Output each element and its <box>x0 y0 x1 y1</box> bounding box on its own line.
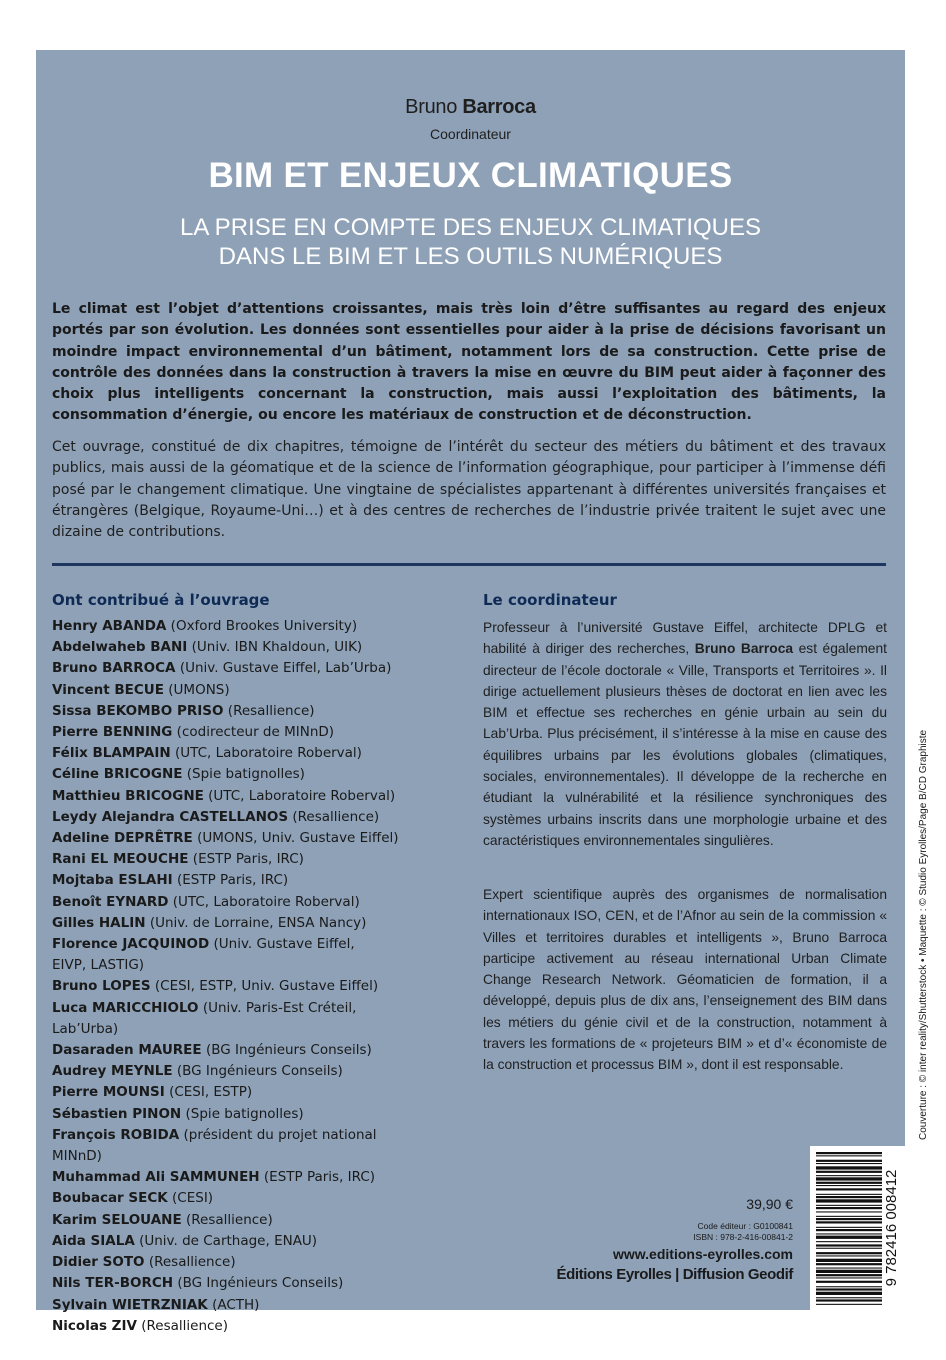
coordinator-bio-text-b: est également directeur de l’école doctorale « Ville, Transports et Territoires ». Il dirige actuellement plusieurs thèses de doctorat en lien avec les BIM et effectue ses recherches en génie urbain au sein du Lab’Urba. Plus précisément, il s’intéresse à la mise en cause des équilibres urbains par les évolutions globales (climatiques, sociales, environnementales). Il développe de la recherche en étudiant la vulnérabilité et la résilience synchroniques des systèmes urbains inscrits dans une morphologie urbaine et des caractéristiques environnementales singulières. <box>483 641 887 848</box>
contributor-affiliation: (UTC, Laboratoire Roberval) <box>175 745 362 762</box>
contributor-item <box>52 807 472 828</box>
barcode-bar <box>816 1236 882 1239</box>
contributor-item <box>52 1273 472 1294</box>
barcode-bar <box>816 1166 882 1169</box>
contributor-affiliation: (ESTP Paris, IRC) <box>263 1169 376 1186</box>
contributor-name: Luca MARICCHIOLO <box>52 999 199 1016</box>
barcode-bar <box>816 1194 882 1195</box>
contributor-item <box>52 1082 472 1103</box>
barcode-bar <box>816 1227 882 1228</box>
barcode-bar <box>816 1221 882 1223</box>
contributor-name: Gilles HALIN <box>52 914 146 931</box>
contributor-affiliation: (Resallience) <box>292 808 380 825</box>
book-subtitle <box>36 213 905 271</box>
contributor-affiliation: (Univ. Gustave Eiffel, EIVP, LASTIG) <box>52 936 355 974</box>
barcode-bar <box>816 1244 882 1246</box>
contributor-name: Rani EL MEOUCHE <box>52 851 189 868</box>
contributor-name: Pierre BENNING <box>52 724 173 741</box>
coordinator-bio-paragraph-2: Expert scientifique auprès des organismes de normalisation internationaux ISO, CEN, et de l’Afnor au sein de la commission « Villes et territoires durables et intelligents », Bruno Barroca participe activement au réseau international Urban Climate Change Research Network. Géomaticien de formation, il a développé, depuis plus de dix ans, l’enseignement des BIM dans les métiers du génie civil et de la construction, notamment à travers les formations de « projeteurs BIM » et d’« économiste de la construction et processus BIM », dont il est responsable. <box>483 887 887 1073</box>
contributor-affiliation: (Resallience) <box>148 1254 236 1271</box>
barcode-bar <box>816 1292 882 1295</box>
barcode-bar <box>816 1281 882 1283</box>
description-paragraph: Cet ouvrage, constitué de dix chapitres, témoigne de l’intérêt du secteur des métiers du bâtiment et des travaux publics, mais aussi de la géomatique et de la science de l’information géographique, pour participer à l’immense défi posé par le changement climatique. Une vingtaine de spécialistes appartenant à différentes universités françaises et étrangères (Belgique, Royaume-Uni…) et à des centres de recherches de l’industrie privée traitent le sujet avec une dizaine de contributions. <box>52 439 886 541</box>
barcode-bar <box>816 1241 882 1242</box>
contributor-name: Sébastien PINON <box>52 1105 182 1122</box>
contributor-affiliation: (BG Ingénieurs Conseils) <box>205 1042 372 1059</box>
contributor-affiliation: (ESTP Paris, IRC) <box>177 872 289 889</box>
contributor-name: Audrey MEYNLE <box>52 1063 173 1080</box>
contributor-affiliation: (Oxford Brookes University) <box>170 618 358 634</box>
contributor-item <box>52 637 472 658</box>
barcode-bar <box>816 1233 882 1234</box>
contributor-item <box>52 998 382 1040</box>
contributor-name: Dasaraden MAUREE <box>52 1042 202 1059</box>
contributor-affiliation: (Resallience) <box>227 702 315 719</box>
contributor-item <box>52 1231 472 1252</box>
contributor-name: François ROBIDA <box>52 1126 180 1143</box>
barcode-bar <box>816 1277 882 1278</box>
contributor-name: Félix BLAMPAIN <box>52 745 171 762</box>
contributor-name: Sylvain WIETRZNIAK <box>52 1296 208 1313</box>
contributor-name: Nicolas ZIV <box>52 1317 137 1334</box>
barcode-bar <box>816 1175 882 1176</box>
contributor-affiliation: (UTC, Laboratoire Roberval) <box>172 893 360 910</box>
contributor-item <box>52 680 472 701</box>
barcode-bar <box>816 1185 882 1186</box>
contributor-item <box>52 786 472 807</box>
barcode-bar <box>816 1199 882 1202</box>
contributor-affiliation: (ACTH) <box>212 1296 260 1313</box>
barcode-graphic <box>810 1146 905 1310</box>
barcode-bar <box>816 1196 882 1198</box>
barcode-bar <box>816 1207 882 1209</box>
contributor-affiliation: (ESTP Paris, IRC) <box>192 851 304 868</box>
cover-credit: Couverture : © inter reality/Shutterstock • Maquette : © Studio Eyrolles/Page B/CD Graphiste <box>918 729 929 1140</box>
contributor-name: Leydy Alejandra CASTELLANOS <box>52 808 289 825</box>
contributor-name: Bruno BARROCA <box>52 660 176 677</box>
contributor-name: Karim SELOUANE <box>52 1211 182 1228</box>
contributor-name: Bruno LOPES <box>52 978 151 995</box>
contributor-name: Florence JACQUINOD <box>52 936 210 953</box>
contributor-affiliation: (UMONS, Univ. Gustave Eiffel) <box>197 830 399 847</box>
contributor-name: Sissa BEKOMBO PRISO <box>52 702 224 719</box>
barcode-bar <box>816 1160 882 1162</box>
contributor-affiliation: (président du projet national MINnD) <box>52 1126 377 1165</box>
contributor-item <box>52 743 472 764</box>
contributor-name: Aida SIALA <box>52 1232 135 1249</box>
barcode-bar <box>816 1248 882 1249</box>
contributor-affiliation: (BG Ingénieurs Conseils) <box>176 1063 343 1080</box>
barcode-bar <box>816 1152 882 1154</box>
publisher-website: www.editions-eyrolles.com <box>613 1246 793 1262</box>
barcode-bar <box>816 1182 882 1184</box>
barcode-bar <box>816 1299 882 1301</box>
barcode-bar <box>816 1274 882 1276</box>
barcode <box>810 1146 905 1310</box>
publisher-name: Éditions Eyrolles | Diffusion Geodif <box>556 1266 793 1283</box>
contributor-affiliation: (CESI, ESTP) <box>169 1084 253 1101</box>
contributor-affiliation: (Univ. Gustave Eiffel, Lab’Urba) <box>179 660 392 677</box>
contributor-affiliation: (Spie batignolles) <box>185 1105 304 1122</box>
barcode-bar <box>816 1252 882 1254</box>
barcode-bar <box>816 1188 882 1190</box>
barcode-bar <box>816 1205 882 1206</box>
barcode-bar <box>816 1304 882 1305</box>
barcode-bar <box>816 1297 882 1298</box>
contributor-item <box>52 1061 472 1082</box>
barcode-bar <box>816 1163 882 1164</box>
barcode-bar <box>816 1268 882 1269</box>
barcode-bar <box>816 1177 882 1180</box>
contributors-list <box>52 616 472 1337</box>
contributor-item <box>52 616 472 637</box>
contributor-affiliation: (Univ. IBN Khaldoun, UIK) <box>191 639 363 656</box>
contributor-item <box>52 1316 472 1337</box>
contributor-item <box>52 828 472 849</box>
subtitle-line-2: DANS LE BIM ET LES OUTILS NUMÉRIQUES <box>218 243 723 270</box>
contributor-item <box>52 764 472 785</box>
subtitle-line-1: LA PRISE EN COMPTE DES ENJEUX CLIMATIQUES <box>179 214 761 241</box>
contributor-name: Nils TER-BORCH <box>52 1275 174 1292</box>
contributor-name: Abdelwaheb BANI <box>52 639 188 656</box>
contributor-item <box>52 849 472 870</box>
contributor-name: Didier SOTO <box>52 1254 145 1271</box>
contributor-name: Boubacar SECK <box>52 1190 168 1207</box>
author-role: Coordinateur <box>430 126 511 142</box>
author-first-name: Bruno <box>405 96 458 118</box>
contributor-item <box>52 658 472 679</box>
isbn: ISBN : 978-2-416-00841-2 <box>693 1232 793 1242</box>
contributor-affiliation: (CESI, ESTP, Univ. Gustave Eiffel) <box>154 978 379 995</box>
coordinator-name: Bruno Barroca <box>694 641 794 657</box>
price: 39,90 € <box>746 1196 793 1212</box>
contributor-name: Céline BRICOGNE <box>52 766 183 783</box>
contributor-name: Muhammad Ali SAMMUNEH <box>52 1169 260 1186</box>
barcode-bar <box>816 1270 882 1273</box>
barcode-bar <box>816 1229 882 1231</box>
barcode-bar <box>816 1259 882 1262</box>
contributor-affiliation: (codirecteur de MINnD) <box>176 724 335 741</box>
barcode-bar <box>816 1216 882 1217</box>
contributor-affiliation: (UTC, Laboratoire Roberval) <box>208 787 396 804</box>
contributor-item <box>52 722 472 743</box>
intro-paragraph: Le climat est l’objet d’attentions croissantes, mais très loin d’être suffisantes au regard des enjeux portés par son évolution. Les données sont essentielles pour aider à la prise de décisions favorisant un moindre impact environnemental d’un bâtiment, notamment lors de sa construction. Cette prise de contrôle des données dans la construction à travers la mise en œuvre du BIM peut aider à façonner des choix plus intelligents concernant la construction, mais aussi l’exploitation des bâtiments, la consommation d’énergie, ou encore les matériaux de construction et de déconstruction. <box>52 301 886 424</box>
book-title: BIM ET ENJEUX CLIMATIQUES <box>208 156 733 195</box>
contributors-heading: Ont contribué à l’ouvrage <box>52 591 270 609</box>
contributor-name: Matthieu BRICOGNE <box>52 787 204 804</box>
contributor-affiliation: (BG Ingénieurs Conseils) <box>177 1275 344 1292</box>
contributor-affiliation: (Resallience) <box>141 1317 228 1334</box>
contributor-affiliation: (Univ. de Lorraine, ENSA Nancy) <box>149 914 367 931</box>
barcode-bar <box>816 1263 882 1265</box>
contributor-item <box>52 1104 472 1125</box>
contributor-item <box>52 1295 472 1316</box>
barcode-digits: 9 782416 008412 <box>883 1169 900 1287</box>
contributor-item <box>52 1167 472 1188</box>
contributor-name: Pierre MOUNSI <box>52 1084 165 1101</box>
contributor-affiliation: (CESI) <box>172 1190 214 1207</box>
coordinator-heading: Le coordinateur <box>483 591 617 609</box>
barcode-bar <box>816 1255 882 1256</box>
contributor-item <box>52 1210 472 1231</box>
contributor-item <box>52 892 472 913</box>
author-last-name: Barroca <box>462 96 536 118</box>
contributor-item <box>52 976 472 997</box>
contributor-item <box>52 1252 472 1273</box>
barcode-bar <box>816 1288 882 1290</box>
barcode-bar <box>816 1286 882 1287</box>
contributor-name: Vincent BECUE <box>52 681 164 698</box>
contributor-item <box>52 934 382 976</box>
contributor-affiliation: (UMONS) <box>168 681 230 698</box>
coordinator-bio-paragraph-1 <box>483 617 887 851</box>
contributor-item <box>52 913 472 934</box>
barcode-bar <box>816 1155 882 1156</box>
contributor-item <box>52 1125 382 1167</box>
contributor-affiliation: (Univ. de Carthage, ENAU) <box>139 1232 318 1249</box>
contributor-name: Mojtaba ESLAHI <box>52 872 173 889</box>
contributor-name: Benoît EYNARD <box>52 893 169 910</box>
contributor-affiliation: (Spie batignolles) <box>186 766 305 783</box>
barcode-bar <box>816 1171 882 1173</box>
editor-code: Code éditeur : G0100841 <box>697 1221 793 1231</box>
contributor-item <box>52 870 472 891</box>
contributor-item <box>52 701 472 722</box>
author-name <box>36 96 905 119</box>
contributor-item <box>52 1040 472 1061</box>
section-divider <box>52 563 886 566</box>
barcode-bar <box>816 1211 882 1212</box>
contributor-affiliation: (Univ. Paris-Est Créteil, Lab’Urba) <box>52 999 357 1037</box>
contributor-item <box>52 1188 472 1209</box>
barcode-bar <box>816 1218 882 1220</box>
contributor-name: Adeline DEPRÊTRE <box>52 830 193 847</box>
coordinator-bio-text-a: Professeur à l’université Gustave Eiffel, architecte DPLG et habilité à diriger des recherches, <box>483 620 887 657</box>
contributor-name: Henry ABANDA <box>52 618 167 634</box>
back-cover <box>36 50 905 1334</box>
contributor-affiliation: (Resallience) <box>185 1211 273 1228</box>
